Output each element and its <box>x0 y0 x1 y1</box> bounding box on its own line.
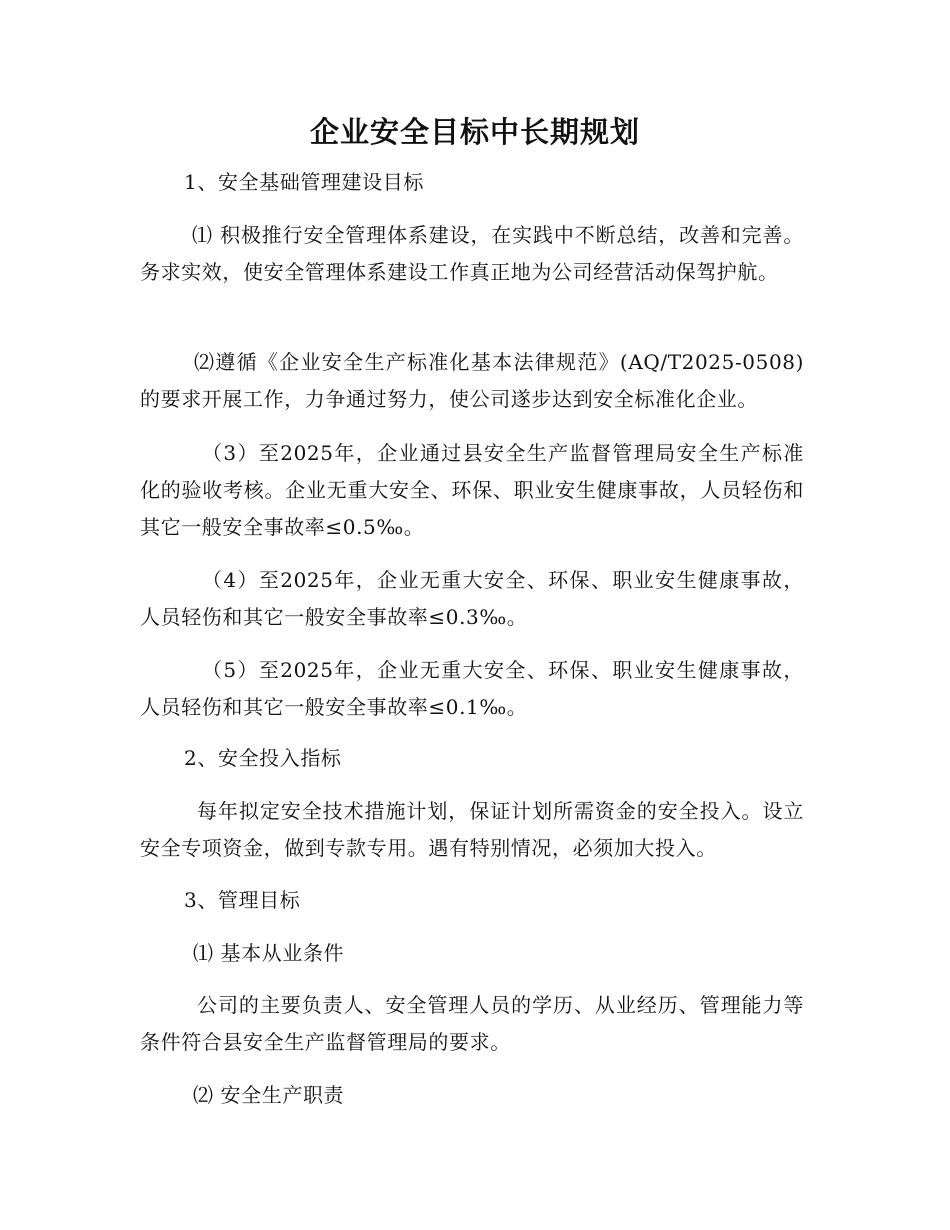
section-2-heading: 2、安全投入指标 <box>184 746 342 770</box>
section-1-paragraph-2: ⑵遵循《企业安全生产标准化基本法律规范》(AQ/T2025-0508)的要求开展工作，力争通过努力，使公司遂步达到安全标准化企业。 <box>140 350 804 411</box>
section-3-subheading-1: ⑴ 基本从业条件 <box>193 941 345 965</box>
section-1-paragraph-1: ⑴ 积极推行安全管理体系建设，在实践中不断总结，改善和完善。务求实效，使安全管理体系建设工作真正地为公司经营活动保驾护航。 <box>140 223 804 284</box>
section-3-subheading-2: ⑵ 安全生产职责 <box>193 1083 345 1107</box>
document-title: 企业安全目标中长期规划 <box>309 115 640 149</box>
section-1-paragraph-3: （3）至2025年，企业通过县安全生产监督管理局安全生产标准化的验收考核。企业无重大安全、环保、职业安生健康事故，人员轻伤和其它一般安全事故率≤0.5‰。 <box>140 441 804 539</box>
section-1-paragraph-5: （5）至2025年，企业无重大安全、环保、职业安生健康事故，人员轻伤和其它一般安全事故率≤0.1‰。 <box>140 658 804 719</box>
section-1-paragraph-4: （4）至2025年，企业无重大安全、环保、职业安生健康事故，人员轻伤和其它一般安全事故率≤0.3‰。 <box>140 568 804 629</box>
section-3-paragraph-1: 公司的主要负责人、安全管理人员的学历、从业经历、管理能力等条件符合县安全生产监督管理局的要求。 <box>140 993 804 1054</box>
section-2-paragraph-1: 每年拟定安全技术措施计划，保证计划所需资金的安全投入。设立安全专项资金，做到专款专用。遇有特别情况，必须加大投入。 <box>140 799 804 860</box>
section-1-heading: 1、安全基础管理建设目标 <box>184 170 424 194</box>
section-3-heading: 3、管理目标 <box>184 888 301 912</box>
